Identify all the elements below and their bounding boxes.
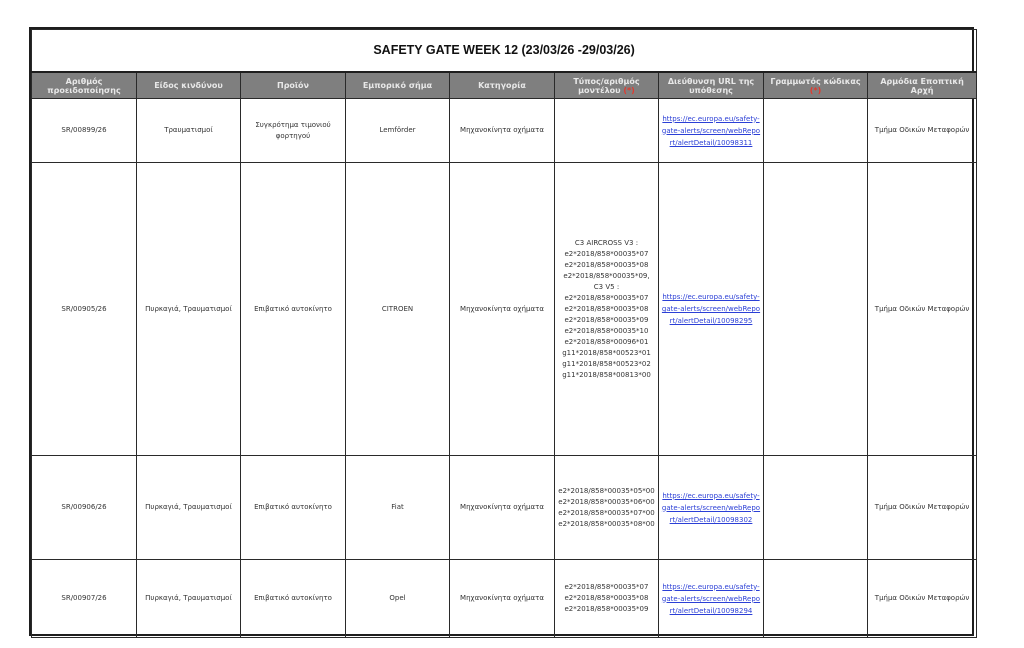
case-url-cell	[659, 456, 764, 560]
column-header-category	[450, 72, 555, 99]
category-cell: Μηχανοκίνητα οχήματα	[450, 163, 555, 456]
model-line: e2*2018/858*00035*07*00	[558, 508, 655, 517]
column-header-label: Διεύθυνση URL της υπόθεσης	[667, 76, 755, 95]
model-line: e2*2018/858*00035*09,	[563, 271, 650, 280]
model-line: e2*2018/858*00035*10	[564, 326, 649, 335]
column-header-barcode	[764, 72, 868, 99]
column-header-label: Είδος κινδύνου	[154, 81, 223, 90]
barcode-cell	[764, 163, 868, 456]
model-line: C3 AIRCROSS V3 :	[574, 238, 639, 247]
safety-gate-table-sheet	[29, 27, 974, 636]
model-cell	[555, 560, 659, 638]
case-url-cell	[659, 99, 764, 163]
alert-number-cell: SR/00907/26	[32, 560, 137, 638]
case-url-link[interactable]: https://ec.europa.eu/safety-gate-alerts/screen/webReport/alertDetail/10098295	[661, 293, 761, 325]
model-line: e2*2018/858*00035*09	[564, 315, 649, 324]
alert-number-cell: SR/00899/26	[32, 99, 137, 163]
column-header-case-url	[659, 72, 764, 99]
risk-type-cell: Πυρκαγιά, Τραυματισμοί	[137, 163, 241, 456]
risk-type-cell: Πυρκαγιά, Τραυματισμοί	[137, 560, 241, 638]
column-header-label: Γραμμωτός κώδικας	[770, 76, 861, 86]
authority-cell: Τμήμα Οδικών Μεταφορών	[868, 163, 977, 456]
model-line: e2*2018/858*00035*06*00	[558, 497, 655, 506]
case-url-cell	[659, 560, 764, 638]
barcode-cell	[764, 560, 868, 638]
case-url-link[interactable]: https://ec.europa.eu/safety-gate-alerts/screen/webReport/alertDetail/10098294	[661, 582, 761, 615]
category-cell: Μηχανοκίνητα οχήματα	[450, 99, 555, 163]
category-cell: Μηχανοκίνητα οχήματα	[450, 560, 555, 638]
safety-gate-table	[31, 29, 977, 638]
table-row	[32, 456, 977, 560]
model-line: e2*2018/858*00035*07	[564, 583, 649, 591]
column-header-label: Εμπορικό σήμα	[362, 81, 433, 90]
header-row	[32, 72, 977, 99]
column-header-brand	[346, 72, 450, 99]
model-line: e2*2018/858*00035*07	[564, 249, 649, 258]
brand-cell: Lemförder	[346, 99, 450, 163]
required-marker: (*)	[809, 85, 822, 95]
model-line: e2*2018/858*00035*08*00	[558, 519, 655, 528]
model-line: e2*2018/858*00096*01	[564, 337, 649, 346]
column-header-label: Κατηγορία	[478, 81, 526, 90]
brand-cell: Fiat	[346, 456, 450, 560]
required-marker: (*)	[623, 85, 635, 95]
category-cell: Μηχανοκίνητα οχήματα	[450, 456, 555, 560]
model-cell	[555, 456, 659, 560]
table-row	[32, 560, 977, 638]
product-cell: Επιβατικό αυτοκίνητο	[241, 456, 346, 560]
alert-number-cell: SR/00906/26	[32, 456, 137, 560]
model-cell	[555, 99, 659, 163]
authority-cell: Τμήμα Οδικών Μεταφορών	[868, 99, 977, 163]
barcode-cell	[764, 99, 868, 163]
brand-cell: Opel	[346, 560, 450, 638]
product-cell: Επιβατικό αυτοκίνητο	[241, 163, 346, 456]
column-header-authority	[868, 72, 977, 99]
risk-type-cell: Τραυματισμοί	[137, 99, 241, 163]
model-line: e2*2018/858*00035*08	[564, 594, 649, 602]
case-url-link[interactable]: https://ec.europa.eu/safety-gate-alerts/screen/webReport/alertDetail/10098311	[661, 114, 761, 147]
alert-number-cell: SR/00905/26	[32, 163, 137, 456]
model-line: e2*2018/858*00035*05*00	[558, 486, 655, 495]
model-cell	[555, 163, 659, 456]
column-header-label: Αριθμός προειδοποίησης	[47, 76, 121, 95]
table-row	[32, 163, 977, 456]
barcode-cell	[764, 456, 868, 560]
column-header-label: Αρμόδια Εποπτική Αρχή	[880, 76, 964, 95]
column-header-product	[241, 72, 346, 99]
product-cell: Επιβατικό αυτοκίνητο	[241, 560, 346, 638]
column-header-model	[555, 72, 659, 99]
model-line: e2*2018/858*00035*08	[564, 304, 649, 313]
authority-cell: Τμήμα Οδικών Μεταφορών	[868, 560, 977, 638]
model-line: g11*2018/858*00813*00	[562, 370, 651, 379]
model-line: e2*2018/858*00035*07	[564, 293, 649, 302]
authority-cell: Τμήμα Οδικών Μεταφορών	[868, 456, 977, 560]
product-cell: Συγκρότημα τιμονιού φορτηγού	[241, 99, 346, 163]
model-line: e2*2018/858*00035*09	[564, 605, 649, 613]
case-url-link[interactable]: https://ec.europa.eu/safety-gate-alerts/screen/webReport/alertDetail/10098302	[661, 491, 761, 524]
table-title: SAFETY GATE WEEK 12 (23/03/26 -29/03/26)	[32, 30, 977, 73]
model-line: C3 V5 :	[593, 282, 620, 291]
model-line: e2*2018/858*00035*08	[564, 260, 649, 269]
column-header-label: Προϊόν	[277, 81, 309, 90]
model-line: g11*2018/858*00523*01	[562, 348, 651, 357]
model-line: g11*2018/858*00523*02	[562, 359, 651, 368]
case-url-cell	[659, 163, 764, 456]
risk-type-cell: Πυρκαγιά, Τραυματισμοί	[137, 456, 241, 560]
table-row	[32, 99, 977, 163]
column-header-label: Τύπος/αριθμός μοντέλου	[573, 76, 640, 95]
column-header-risk-type	[137, 72, 241, 99]
column-header-alert-number	[32, 72, 137, 99]
brand-cell: CITROEN	[346, 163, 450, 456]
